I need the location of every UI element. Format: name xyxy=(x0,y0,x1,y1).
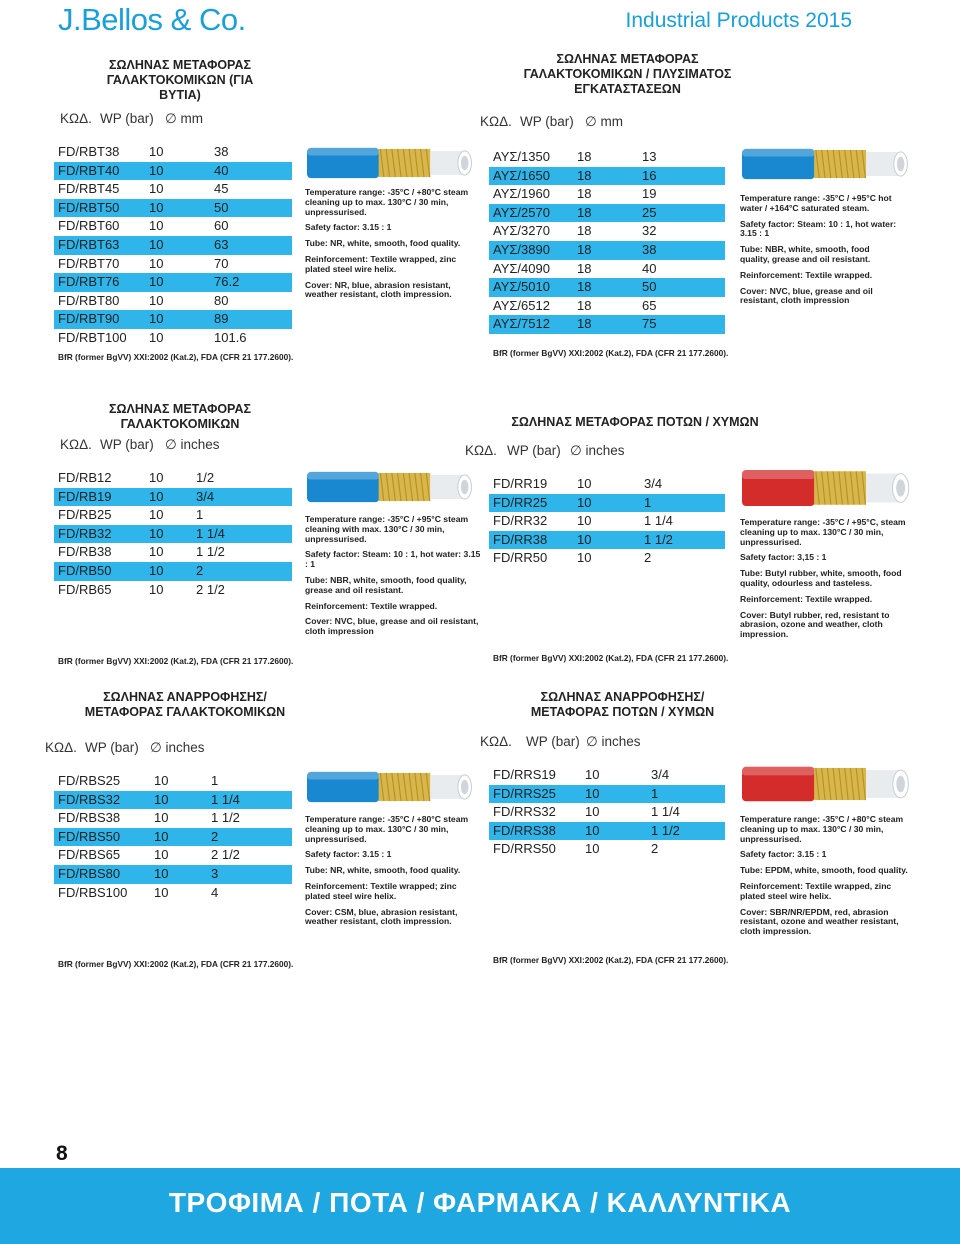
working-pressure: 18 xyxy=(577,316,592,332)
spec-line: Reinforcement: Textile wrapped, zinc plated steel wire helix. xyxy=(740,880,892,901)
diameter: 25 xyxy=(642,204,657,220)
column-header: WP (bar) xyxy=(100,111,154,126)
footer-category-title: ΤΡΟΦΙΜΑ / ΠΟΤΑ / ΦΑΡΜΑΚΑ / ΚΑΛΛΥΝΤΙΚΑ xyxy=(168,1187,792,1218)
product-code: ΑΥΣ/1960 xyxy=(493,186,550,202)
product-table xyxy=(54,143,292,348)
column-header: ∅ mm xyxy=(165,111,204,126)
hose-illustration xyxy=(303,142,475,184)
product-table xyxy=(489,766,725,859)
product-code: FD/RR19 xyxy=(493,476,548,491)
spec-line: Cover: CSM, blue, abrasion resistant, weather resistant, cloth impression. xyxy=(305,906,458,927)
diameter: 40 xyxy=(214,162,229,178)
working-pressure: 18 xyxy=(577,297,592,313)
hose-cover-shine xyxy=(307,472,379,480)
product-code: FD/RBT76 xyxy=(58,274,120,290)
working-pressure: 10 xyxy=(149,470,164,485)
spec-line: Tube: NR, white, smooth, food quality. xyxy=(305,865,461,876)
table-row xyxy=(489,241,725,260)
hose-illustration xyxy=(738,143,911,185)
product-code: ΑΥΣ/5010 xyxy=(493,279,550,295)
column-header: WP (bar) xyxy=(507,443,561,458)
product-code: FD/RB19 xyxy=(58,488,112,504)
working-pressure: 10 xyxy=(585,804,600,820)
product-code: FD/RBT90 xyxy=(58,311,120,327)
hose-illustration xyxy=(738,760,911,808)
diameter: 65 xyxy=(642,297,657,313)
product-code: FD/RRS50 xyxy=(493,841,556,857)
product-code: FD/RR50 xyxy=(493,550,548,566)
table-row xyxy=(489,278,725,297)
diameter: 40 xyxy=(642,260,657,276)
working-pressure: 10 xyxy=(149,507,164,523)
section-title: ΣΩΛΗΝΑΣ ΑΝΑΡΡΟΦΗΣΗΣ/ ΜΕΤΑΦΟΡΑΣ ΓΑΛΑΚΤΟΚΟΜΙΚΩΝ xyxy=(84,690,286,719)
section-title: ΣΩΛΗΝΑΣ ΑΝΑΡΡΟΦΗΣΗΣ/ ΜΕΤΑΦΟΡΑΣ ΠΟΤΩΝ / ΧΥΜΩΝ xyxy=(530,690,715,719)
column-header: ∅ mm xyxy=(585,114,624,129)
product-code: FD/RBS25 xyxy=(58,773,121,788)
product-code: FD/RBT70 xyxy=(58,255,120,271)
working-pressure: 18 xyxy=(577,260,592,276)
table-row xyxy=(489,494,725,513)
product-table xyxy=(489,475,725,568)
table-row xyxy=(489,148,725,167)
spec-list xyxy=(740,518,908,646)
table-row xyxy=(54,292,292,311)
diameter: 2 xyxy=(644,550,652,566)
product-code: ΑΥΣ/7512 xyxy=(493,316,550,332)
table-row xyxy=(54,255,292,274)
certification-footnote: BfR (former BgVV) XXI:2002 (Kat.2), FDA (CFR 21 177.2600). xyxy=(58,352,294,362)
diameter: 1 1/4 xyxy=(644,513,673,529)
table-row xyxy=(54,162,292,181)
working-pressure: 10 xyxy=(577,476,592,491)
working-pressure: 10 xyxy=(585,822,600,838)
table-row xyxy=(489,222,725,241)
spec-line: Safety factor: Steam: 10 : 1, hot water: 3.15 : 1 xyxy=(740,218,897,239)
spec-line: Safety factor: 3.15 : 1 xyxy=(305,849,392,860)
diameter: 19 xyxy=(642,186,657,202)
product-code: FD/RRS32 xyxy=(493,804,556,820)
table-row xyxy=(489,475,725,494)
product-code: FD/RBT60 xyxy=(58,218,120,234)
diameter: 1 xyxy=(196,507,204,523)
working-pressure: 10 xyxy=(149,144,164,159)
column-headers xyxy=(465,443,665,461)
spec-line: Safety factor: 3.15 : 1 xyxy=(740,849,827,860)
diameter: 1 1/2 xyxy=(196,544,225,560)
product-code: FD/RB12 xyxy=(58,470,112,485)
working-pressure: 18 xyxy=(577,167,592,183)
column-header: WP (bar) xyxy=(526,734,580,749)
diameter: 1 xyxy=(211,773,219,788)
section-title: ΣΩΛΗΝΑΣ ΜΕΤΑΦΟΡΑΣ ΠΟΤΩΝ / ΧΥΜΩΝ xyxy=(511,415,759,429)
table-row xyxy=(54,865,292,884)
table-row xyxy=(54,143,292,162)
working-pressure: 10 xyxy=(585,841,600,857)
hose-illustration xyxy=(303,766,475,808)
spec-line: Reinforcement: Textile wrapped. xyxy=(740,269,873,280)
table-row xyxy=(54,180,292,199)
certification-footnote: BfR (former BgVV) XXI:2002 (Kat.2), FDA (CFR 21 177.2600). xyxy=(493,955,729,965)
working-pressure: 10 xyxy=(154,773,169,788)
working-pressure: 10 xyxy=(149,525,164,541)
product-code: ΑΥΣ/2570 xyxy=(493,204,550,220)
table-row xyxy=(54,581,292,600)
diameter: 2 xyxy=(651,841,659,857)
table-row xyxy=(489,840,725,859)
spec-list xyxy=(305,515,481,643)
product-code: FD/RBT38 xyxy=(58,144,120,159)
diameter: 2 1/2 xyxy=(196,581,225,597)
product-code: FD/RB65 xyxy=(58,581,112,597)
product-code: ΑΥΣ/1650 xyxy=(493,167,550,183)
diameter: 1 1/4 xyxy=(196,525,225,541)
diameter: 1 1/2 xyxy=(651,822,680,838)
spec-line: Cover: NVC, blue, grease and oil resistant, cloth impression xyxy=(740,285,873,306)
table-row xyxy=(489,512,725,531)
working-pressure: 10 xyxy=(585,785,600,801)
product-code: FD/RR32 xyxy=(493,513,548,529)
column-header: ΚΩΔ. xyxy=(60,437,92,452)
diameter: 2 xyxy=(196,562,204,578)
product-code: FD/RRS25 xyxy=(493,785,556,801)
diameter: 3/4 xyxy=(196,488,215,504)
working-pressure: 10 xyxy=(154,828,169,844)
product-table xyxy=(489,148,725,334)
working-pressure: 10 xyxy=(154,884,169,900)
column-header: ∅ inches xyxy=(150,740,205,755)
section-title: ΣΩΛΗΝΑΣ ΜΕΤΑΦΟΡΑΣ ΓΑΛΑΚΤΟΚΟΜΙΚΩΝ / ΠΛΥΣΙΜΑΤΟΣ ΕΓΚΑΤΑΣΤΑΣΕΩΝ xyxy=(523,52,732,96)
product-code: FD/RBT40 xyxy=(58,162,120,178)
spec-line: Cover: NVC, blue, grease and oil resistant, cloth impression xyxy=(305,616,479,637)
diameter: 89 xyxy=(214,311,229,327)
hose-illustration xyxy=(738,463,911,513)
working-pressure: 18 xyxy=(577,279,592,295)
spec-line: Tube: Butyl rubber, white, smooth, food quality, odourless and tasteless. xyxy=(740,568,902,588)
hose-bore xyxy=(896,776,905,793)
spec-line: Tube: NR, white, smooth, food quality. xyxy=(305,238,461,249)
table-row xyxy=(54,199,292,218)
working-pressure: 10 xyxy=(577,531,592,547)
column-header: ΚΩΔ. xyxy=(480,114,512,129)
table-row xyxy=(489,315,725,334)
table-row xyxy=(489,803,725,822)
table-row xyxy=(54,469,292,488)
diameter: 75 xyxy=(642,316,657,332)
diameter: 1 xyxy=(651,785,659,801)
working-pressure: 18 xyxy=(577,241,592,257)
hose-bore xyxy=(461,780,469,795)
hose-cover-shine xyxy=(742,149,815,157)
working-pressure: 10 xyxy=(154,865,169,881)
diameter: 16 xyxy=(642,167,657,183)
product-code: FD/RBT45 xyxy=(58,181,120,197)
working-pressure: 10 xyxy=(149,255,164,271)
spec-line: Cover: Butyl rubber, red, resistant to abrasion, ozone and weather, cloth impression. xyxy=(740,609,890,640)
column-header: WP (bar) xyxy=(85,740,139,755)
spec-line: Safety factor: 3,15 : 1 xyxy=(740,552,827,563)
working-pressure: 10 xyxy=(149,562,164,578)
spec-line: Temperature range: -35°C / +95°C, steam cleaning up to max. 130°C / 30 min, unpressurised. xyxy=(740,517,906,547)
table-row xyxy=(54,846,292,865)
certification-footnote: BfR (former BgVV) XXI:2002 (Kat.2), FDA (CFR 21 177.2600). xyxy=(58,959,294,969)
column-header: ΚΩΔ. xyxy=(45,740,77,755)
product-code: FD/RB38 xyxy=(58,544,112,560)
spec-line: Safety factor: 3.15 : 1 xyxy=(305,222,392,233)
column-header: ∅ inches xyxy=(570,443,625,458)
spec-list xyxy=(740,815,908,943)
spec-line: Reinforcement: Textile wrapped; zinc plated steel wire helix. xyxy=(305,880,457,901)
diameter: 1 1/2 xyxy=(211,810,240,826)
hose-illustration xyxy=(303,466,475,508)
table-row xyxy=(54,329,292,348)
product-code: ΑΥΣ/4090 xyxy=(493,260,550,276)
hose-cover-shine xyxy=(307,148,379,156)
working-pressure: 10 xyxy=(585,767,600,782)
hose-bore xyxy=(461,156,469,171)
product-code: ΑΥΣ/3270 xyxy=(493,223,550,239)
working-pressure: 10 xyxy=(149,274,164,290)
table-row xyxy=(54,506,292,525)
table-row xyxy=(489,785,725,804)
working-pressure: 10 xyxy=(154,791,169,807)
product-code: FD/RBT50 xyxy=(58,199,120,215)
hose-cover-shine xyxy=(742,470,815,479)
table-row xyxy=(54,236,292,255)
table-row xyxy=(54,273,292,292)
column-headers xyxy=(60,437,260,455)
certification-footnote: BfR (former BgVV) XXI:2002 (Kat.2), FDA (CFR 21 177.2600). xyxy=(58,656,294,666)
hose-bore xyxy=(896,479,905,496)
working-pressure: 10 xyxy=(149,181,164,197)
table-row xyxy=(489,167,725,186)
diameter: 3/4 xyxy=(651,767,670,782)
diameter: 38 xyxy=(642,241,657,257)
product-code: FD/RR38 xyxy=(493,531,548,547)
diameter: 1 xyxy=(644,494,652,510)
spec-line: Cover: SBR/NR/EPDM, red, abrasion resistant, ozone and weather resistant, cloth impression. xyxy=(740,906,899,937)
product-code: FD/RBS80 xyxy=(58,865,121,881)
spec-line: Cover: NR, blue, abrasion resistant, weather resistant, cloth impression. xyxy=(305,279,452,300)
working-pressure: 10 xyxy=(577,550,592,566)
spec-line: Tube: EPDM, white, smooth, food quality. xyxy=(740,865,908,876)
product-code: FD/RBT80 xyxy=(58,292,120,308)
product-code: FD/RB25 xyxy=(58,507,112,523)
table-row xyxy=(54,884,292,903)
diameter: 76.2 xyxy=(214,274,240,290)
column-header: WP (bar) xyxy=(520,114,574,129)
diameter: 38 xyxy=(214,144,229,159)
diameter: 3 xyxy=(211,865,219,881)
table-row xyxy=(54,543,292,562)
diameter: 13 xyxy=(642,149,657,164)
diameter: 60 xyxy=(214,218,229,234)
working-pressure: 18 xyxy=(577,149,592,164)
diameter: 101.6 xyxy=(214,329,247,345)
working-pressure: 18 xyxy=(577,186,592,202)
table-row xyxy=(54,772,292,791)
table-row xyxy=(489,549,725,568)
certification-footnote: BfR (former BgVV) XXI:2002 (Kat.2), FDA (CFR 21 177.2600). xyxy=(493,653,729,663)
spec-line: Tube: NBR, white, smooth, food quality, grease and oil resistant. xyxy=(305,574,467,595)
diameter: 1 1/2 xyxy=(644,531,673,547)
brand-logo-text: J.Bellos & Co. xyxy=(58,2,246,37)
diameter: 1 1/4 xyxy=(651,804,680,820)
spec-list xyxy=(305,815,479,933)
column-header: ΚΩΔ. xyxy=(480,734,512,749)
diameter: 3/4 xyxy=(644,476,663,491)
table-row xyxy=(54,310,292,329)
page-number: 8 xyxy=(56,1142,68,1165)
product-code: FD/RRS19 xyxy=(493,767,556,782)
spec-line: Temperature range: -35°C / +80°C steam cleaning up to max. 130°C / 30 min, unpressurised. xyxy=(740,814,904,844)
column-headers xyxy=(480,114,680,132)
spec-line: Tube: NBR, white, smooth, food quality, grease and oil resistant. xyxy=(740,244,871,264)
hose-cover-shine xyxy=(742,767,815,776)
product-code: FD/RB32 xyxy=(58,525,112,541)
product-code: FD/RBT63 xyxy=(58,236,120,252)
working-pressure: 10 xyxy=(149,311,164,327)
working-pressure: 10 xyxy=(149,218,164,234)
product-code: FD/RBS50 xyxy=(58,828,121,844)
product-code: FD/RBS65 xyxy=(58,847,121,863)
table-row xyxy=(489,185,725,204)
working-pressure: 10 xyxy=(149,488,164,504)
product-code: FD/RBS100 xyxy=(58,884,128,900)
table-row xyxy=(489,766,725,785)
hose-cover-shine xyxy=(307,772,379,780)
column-header: WP (bar) xyxy=(100,437,154,452)
product-code: FD/RBT100 xyxy=(58,329,127,345)
table-row xyxy=(54,562,292,581)
product-code: FD/RB50 xyxy=(58,562,112,578)
column-header: ΚΩΔ. xyxy=(60,111,92,126)
working-pressure: 10 xyxy=(149,199,164,215)
table-row xyxy=(54,791,292,810)
diameter: 45 xyxy=(214,181,229,197)
product-table xyxy=(54,772,292,902)
certification-footnote: BfR (former BgVV) XXI:2002 (Kat.2), FDA (CFR 21 177.2600). xyxy=(493,348,729,358)
diameter: 2 xyxy=(211,828,219,844)
spec-line: Temperature range: -35°C / +80°C steam cleaning up to max. 130°C / 30 min, unpressurised. xyxy=(305,187,469,217)
diameter: 63 xyxy=(214,236,229,252)
working-pressure: 18 xyxy=(577,223,592,239)
table-row xyxy=(54,488,292,507)
column-header: ΚΩΔ. xyxy=(465,443,497,458)
diameter: 4 xyxy=(211,884,219,900)
column-headers xyxy=(60,111,260,129)
working-pressure: 10 xyxy=(149,329,164,345)
spec-line: Safety factor: Steam: 10 : 1, hot water: 3.15 : 1 xyxy=(305,549,481,570)
product-code: FD/RBS32 xyxy=(58,791,121,807)
working-pressure: 10 xyxy=(577,494,592,510)
column-header: ∅ inches xyxy=(165,437,220,452)
product-code: ΑΥΣ/6512 xyxy=(493,297,550,313)
product-code: FD/RBS38 xyxy=(58,810,121,826)
working-pressure: 18 xyxy=(577,204,592,220)
spec-line: Temperature range: -35°C / +95°C hot water / +164°C saturated steam. xyxy=(740,193,892,213)
product-table xyxy=(54,469,292,599)
spec-line: Reinforcement: Textile wrapped. xyxy=(740,593,873,604)
table-row xyxy=(54,217,292,236)
working-pressure: 10 xyxy=(149,581,164,597)
product-code: ΑΥΣ/3890 xyxy=(493,241,550,257)
spec-line: Temperature range: -35°C / +95°C steam cleaning with max. 130°C / 30 min, unpressurised. xyxy=(305,514,469,544)
hose-bore xyxy=(897,157,905,172)
table-row xyxy=(489,822,725,841)
spec-line: Temperature range: -35°C / +80°C steam cleaning up to max. 130°C / 30 min, unpressurised. xyxy=(305,814,469,844)
working-pressure: 10 xyxy=(154,810,169,826)
column-headers xyxy=(480,734,680,752)
working-pressure: 10 xyxy=(149,162,164,178)
table-row xyxy=(54,828,292,847)
column-headers xyxy=(45,740,245,758)
spec-line: Reinforcement: Textile wrapped. xyxy=(305,600,438,611)
product-code: FD/RRS38 xyxy=(493,822,556,838)
diameter: 50 xyxy=(642,279,657,295)
table-row xyxy=(489,260,725,279)
column-header: ∅ inches xyxy=(586,734,641,749)
diameter: 70 xyxy=(214,255,229,271)
table-row xyxy=(489,297,725,316)
working-pressure: 10 xyxy=(149,544,164,560)
working-pressure: 10 xyxy=(149,236,164,252)
working-pressure: 10 xyxy=(154,847,169,863)
table-row xyxy=(489,204,725,223)
catalog-title: Industrial Products 2015 xyxy=(625,9,852,32)
diameter: 1 1/4 xyxy=(211,791,240,807)
spec-list xyxy=(740,194,900,312)
table-row xyxy=(54,525,292,544)
section-title: ΣΩΛΗΝΑΣ ΜΕΤΑΦΟΡΑΣ ΓΑΛΑΚΤΟΚΟΜΙΚΩΝ xyxy=(109,402,251,431)
diameter: 80 xyxy=(214,292,229,308)
diameter: 32 xyxy=(642,223,657,239)
section-title: ΣΩΛΗΝΑΣ ΜΕΤΑΦΟΡΑΣ ΓΑΛΑΚΤΟΚΟΜΙΚΩΝ (ΓΙΑ ΒΥΤΙΑ) xyxy=(106,58,254,102)
table-row xyxy=(54,809,292,828)
working-pressure: 10 xyxy=(149,292,164,308)
diameter: 2 1/2 xyxy=(211,847,240,863)
working-pressure: 10 xyxy=(577,513,592,529)
spec-list xyxy=(305,188,477,306)
product-code: FD/RR25 xyxy=(493,494,548,510)
diameter: 50 xyxy=(214,199,229,215)
spec-line: Reinforcement: Textile wrapped, zinc plated steel wire helix. xyxy=(305,253,457,274)
diameter: 1/2 xyxy=(196,470,215,485)
hose-bore xyxy=(461,480,469,495)
table-row xyxy=(489,531,725,550)
product-code: ΑΥΣ/1350 xyxy=(493,149,550,164)
